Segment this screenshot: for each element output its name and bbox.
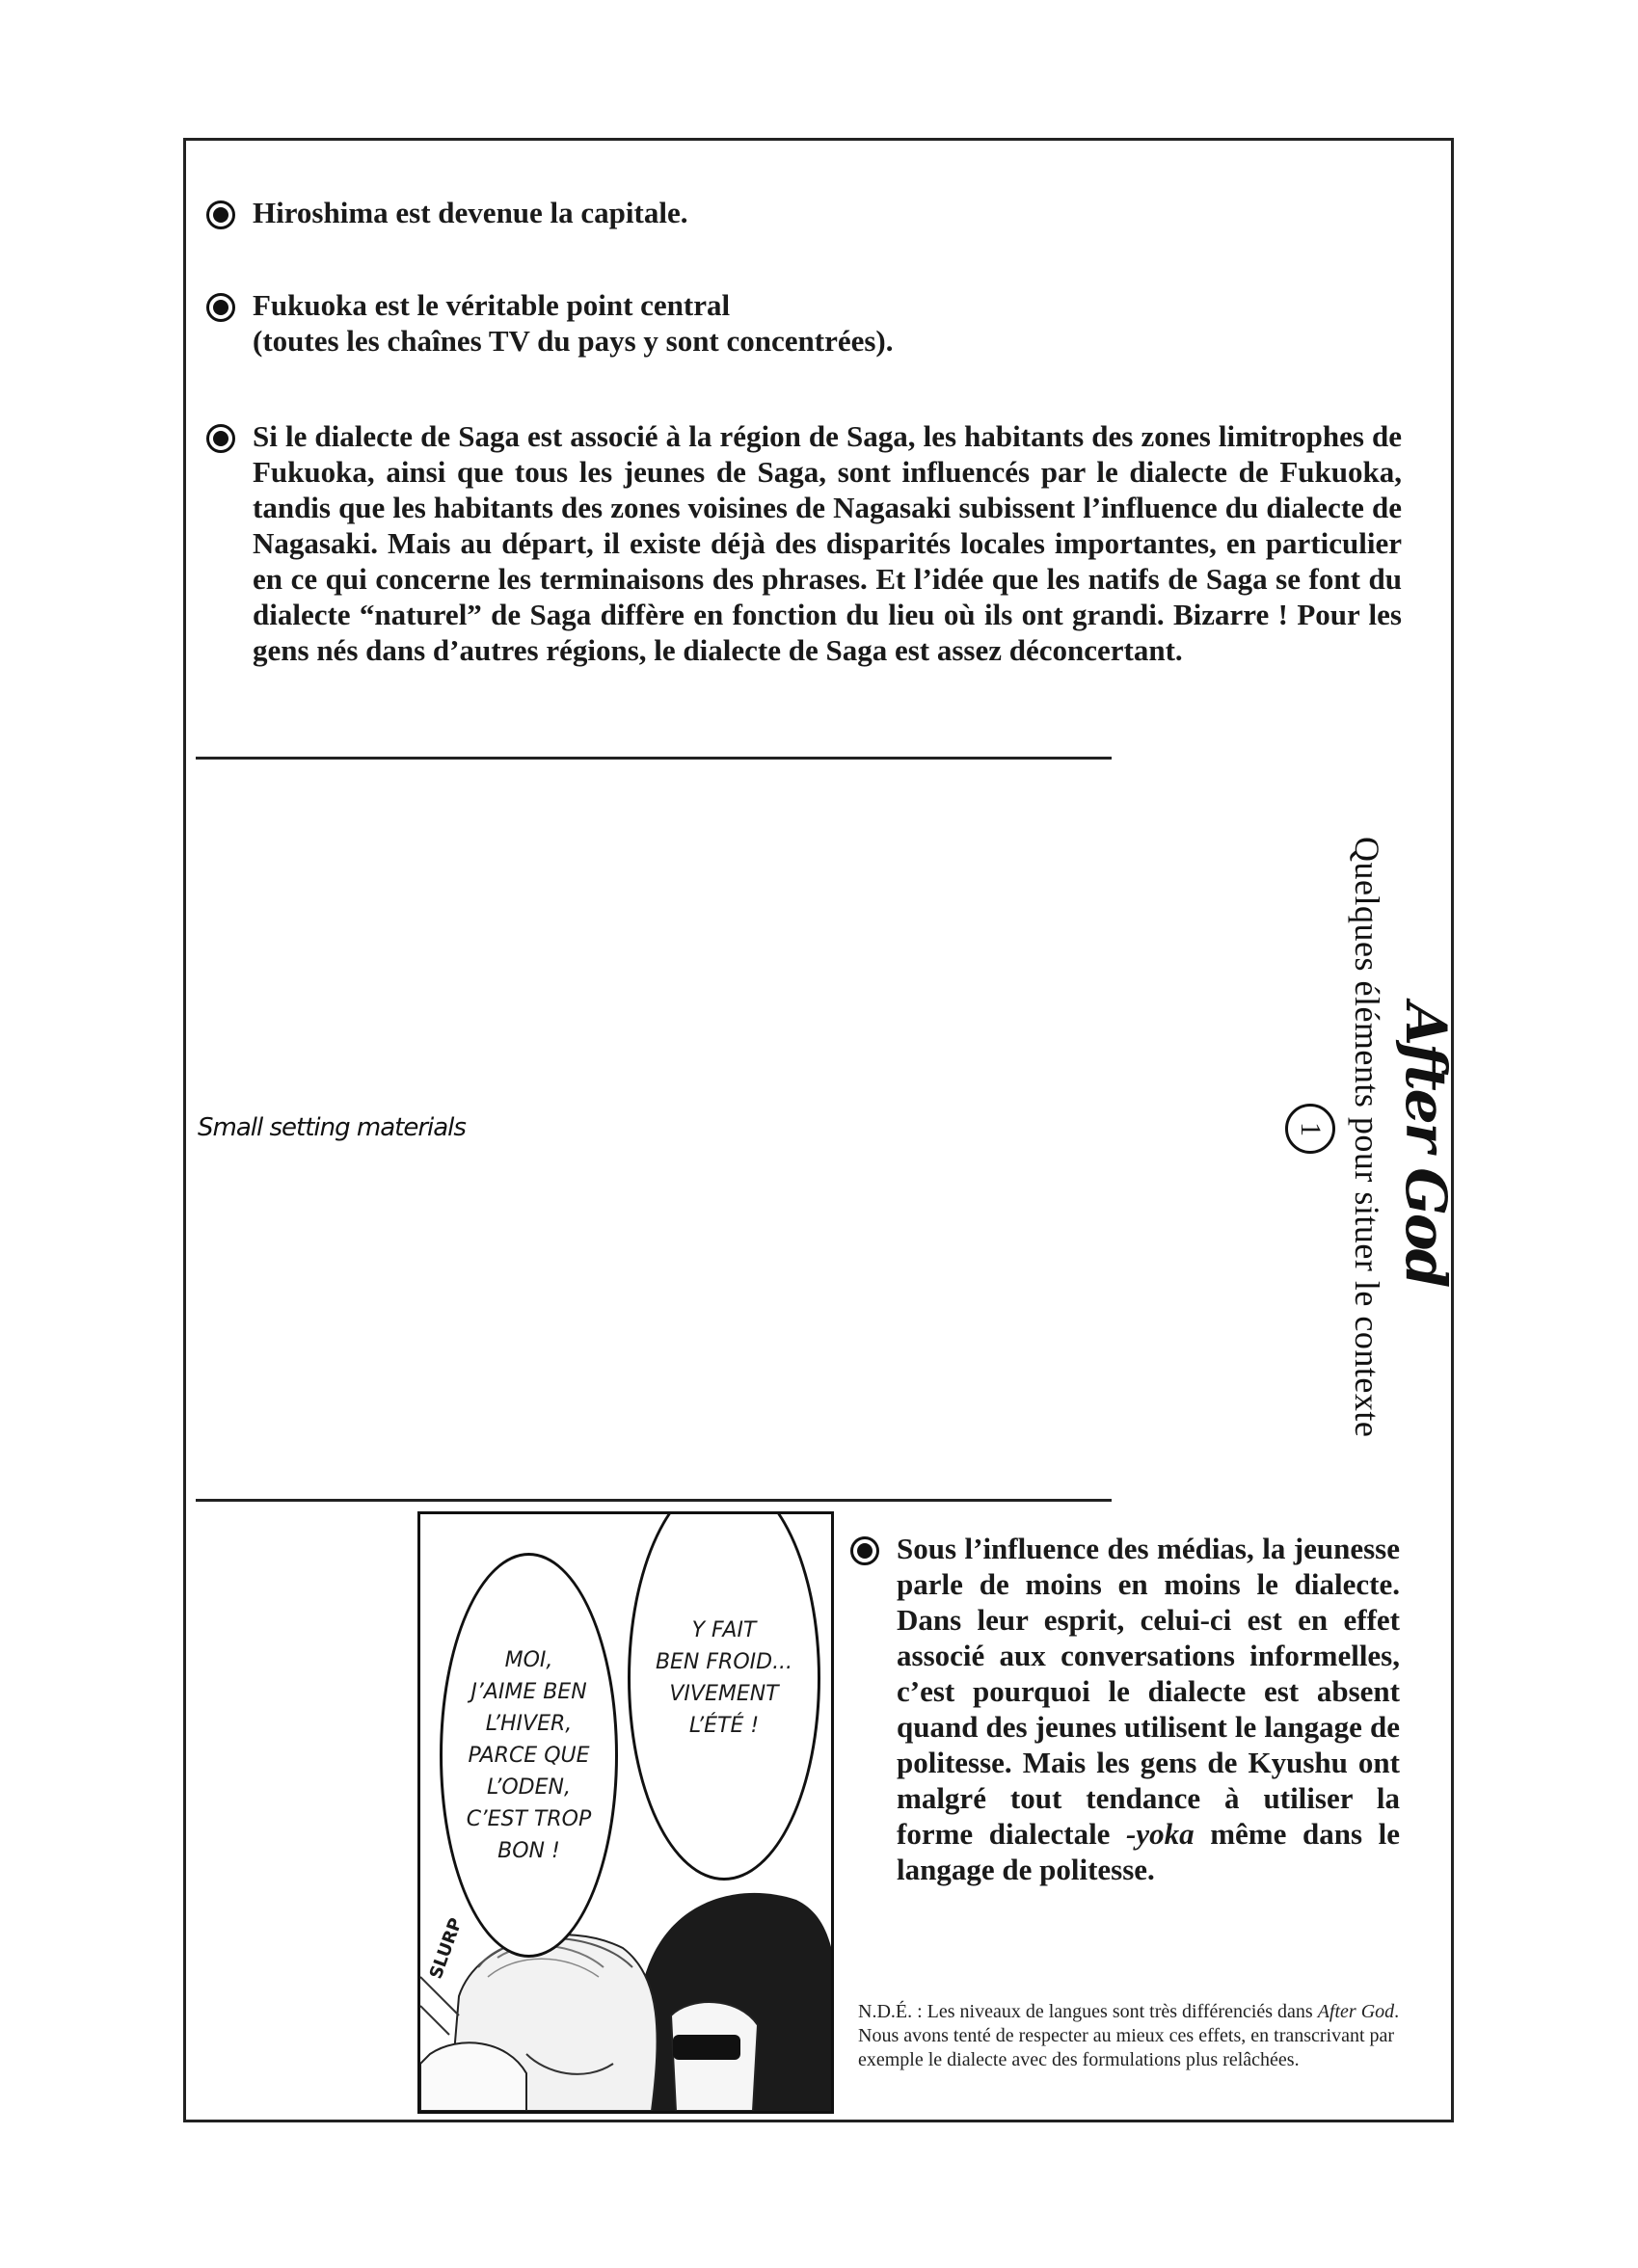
bullet-fukuoka (206, 287, 894, 359)
sound-effect: SLURP (425, 1915, 467, 1982)
balloon-line: VIVEMENT (669, 1682, 779, 1706)
small-setting-label: Small setting materials (198, 1113, 466, 1142)
divider-bottom (196, 1499, 1112, 1502)
balloon-line: BON ! (497, 1838, 560, 1863)
balloon-line: L’HIVER, (485, 1711, 573, 1736)
balloon-line: L’ÉTÉ ! (688, 1714, 760, 1738)
bullet-saga-dialect (206, 418, 1402, 668)
bullet-icon (850, 1536, 879, 1565)
manga-panel (417, 1511, 834, 2114)
bullet-text-line2: (toutes les chaînes TV du pays y sont concentrées). (253, 324, 894, 358)
balloon-line: Y FAIT (691, 1618, 757, 1642)
bullet-text: Hiroshima est devenue la capitale. (253, 196, 688, 229)
bullet-text-line1: Fukuoka est le véritable point central (253, 288, 731, 322)
bullet-text-emphasis: -yoka (1126, 1817, 1195, 1851)
divider-top (196, 757, 1112, 760)
section-title: Quelques éléments pour situer le contexte (1348, 837, 1386, 1438)
balloon-line: PARCE QUE (468, 1743, 590, 1768)
note-title: After God (1317, 2001, 1395, 2022)
chapter-number: 1 (1285, 1104, 1335, 1154)
bullet-icon (206, 293, 235, 322)
bullet-media-influence (850, 1531, 1400, 1887)
balloon-line: BEN FROID... (655, 1650, 793, 1674)
editor-note (858, 2000, 1417, 2072)
balloon-line: MOI, (504, 1647, 553, 1672)
note-text: . Nous avons tenté de respecter au mieux ces effets, en transcrivant par exemple le dialecte avec des formulations plus relâchées. (858, 2001, 1400, 2070)
bullet-icon (206, 424, 235, 453)
balloon-line: J’AIME BEN (470, 1679, 587, 1704)
bullet-text: Si le dialecte de Saga est associé à la région de Saga, les habitants des zones limitrophes de Fukuoka, ainsi que tous les jeunes de Saga, sont influencés par le dialecte de Fukuoka, tandis que les habitants des zones voisines de Nagasaki subissent l’influence du dialecte de Nagasaki. Mais au départ, il existe déjà des disparités locales importantes, en particulier en ce qui concerne les terminaisons des phrases. Et l’idée que les natifs de Saga se font du dialecte “naturel” de Saga diffère en fonction du lieu où ils ont grandi. Bizarre ! Pour les gens nés dans d’autres régions, le dialecte de Saga est assez déconcertant. (253, 419, 1402, 667)
bullet-text-part: Sous l’influence des médias, la jeunesse parle de moins en moins le dialecte. Dans leur esprit, celui-ci est en effet associé aux conversations informelles, c’est pourquoi le dialecte est absent quand des jeunes utilisent le langage de politesse. Mais les gens de Kyushu ont malgré tout tendance à utiliser la forme dialectale (897, 1532, 1400, 1851)
balloon-line: L’ODEN, (487, 1774, 571, 1800)
note-text: N.D.É. : Les niveaux de langues sont très différenciés dans (858, 2001, 1318, 2022)
after-god-logo: After God (1393, 1002, 1459, 1287)
bullet-text (897, 1531, 1400, 1887)
bullet-text-part: même dans le langage de politesse. (897, 1817, 1400, 1886)
bullet-icon (206, 200, 235, 229)
bullet-capital (206, 195, 687, 230)
speech-balloon-left (440, 1553, 618, 1958)
balloon-line: C’EST TROP (466, 1806, 592, 1831)
